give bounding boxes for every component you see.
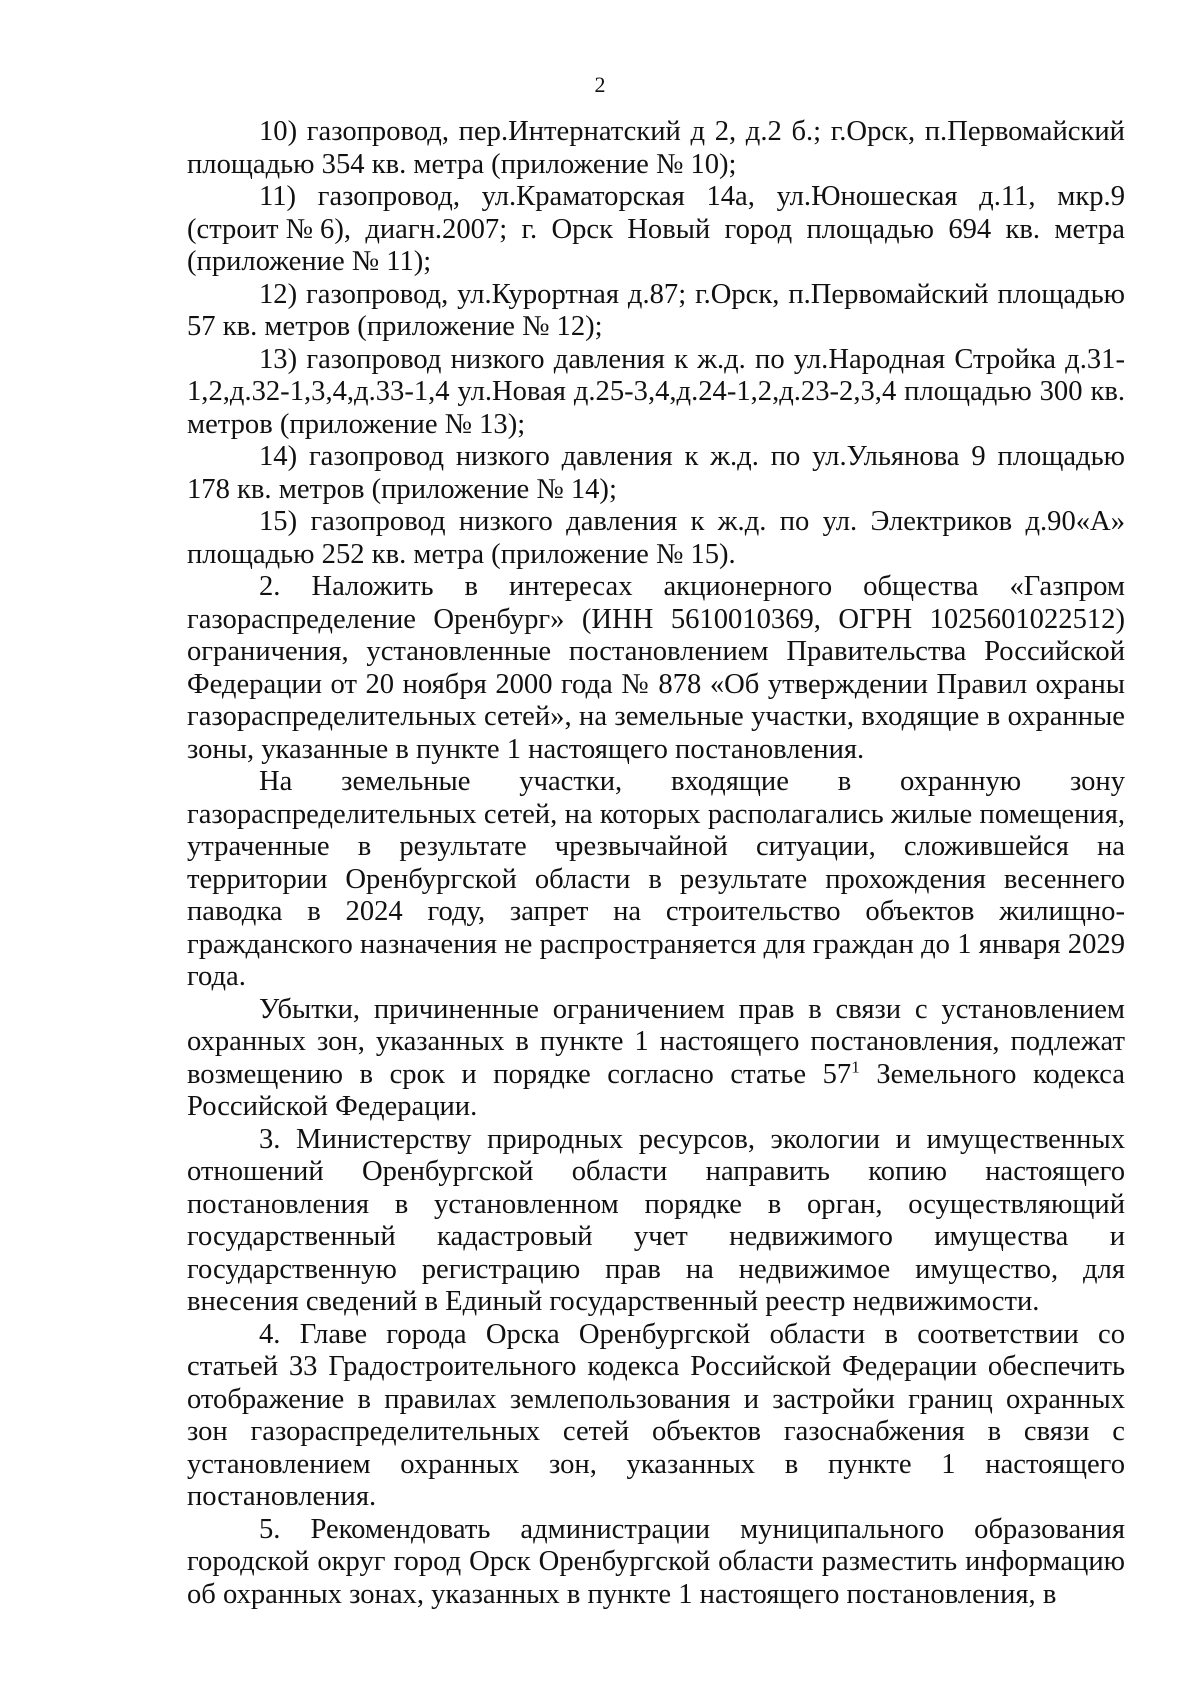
clause-5-paragraph: 5. Рекомендовать администрации муниципального образования городской округ город Орск Оренбургской области разместить информацию об охранных зонах, указанных в пункте 1 настоящего постановления, в bbox=[187, 1513, 1125, 1610]
damages-text-end: Земельного кодекса Российской Федерации. bbox=[187, 1058, 1126, 1122]
list-item-14: 14) газопровод низкого давления к ж.д. по ул.Ульянова 9 площадью 178 кв. метров (приложение № 14); bbox=[187, 441, 1125, 505]
list-item-13: 13) газопровод низкого давления к ж.д. по ул.Народная Стройка д.31-1,2,д.32-1,3,4,д.33-1,4 ул.Новая д.25-3,4,д.24-1,2,д.23-2,3,4 площадью 300 кв. метров (приложение № 13); bbox=[187, 343, 1125, 440]
damages-text: Убытки, причиненные ограничением прав в связи с установлением охранных зон, указанных в пункте 1 настоящего постановления, подлежат возмещению в срок и порядке согласно статье 57 bbox=[187, 993, 1125, 1090]
flood-exception-paragraph: На земельные участки, входящие в охранную зону газораспределительных сетей, на которых располагались жилые помещения, утраченные в результате чрезвычайной ситуации, сложившейся на территории Оренбургской области в результате прохождения весеннего паводка в 2024 году, запрет на строительство объектов жилищно-гражданского назначения не распространяется для граждан до 1 января 2029 года. bbox=[187, 766, 1125, 992]
list-item-11: 11) газопровод, ул.Краматорская 14а, ул.Юношеская д.11, мкр.9 (строит№6), диагн.2007; г. Орск Новый город площадью 694 кв. метра (приложение № 11); bbox=[187, 181, 1125, 277]
list-item-10: 10) газопровод, пер.Интернатский д 2, д.2 б.; г.Орск, п.Первомайский площадью 354 кв. метра (приложение № 10); bbox=[187, 116, 1125, 180]
list-item-15: 15) газопровод низкого давления к ж.д. по ул. Электриков д.90«А» площадью 252 кв. метра (приложение № 15). bbox=[187, 506, 1125, 570]
clause-3-paragraph: 3. Министерству природных ресурсов, экологии и имущественных отношений Оренбургской области направить копию настоящего постановления в установленном порядке в орган, осуществляющий государственный кадастровый учет недвижимого имущества и государственную регистрацию прав на недвижимое имущество, для внесения сведений в Единый государственный реестр недвижимости. bbox=[187, 1123, 1125, 1317]
clause-2-paragraph: 2. Наложить в интересах акционерного общества «Газпром газораспределение Оренбург» (ИНН 5610010369, ОГРН 1025601022512) ограничения, установленные постановлением Правительства Российской Федерации от 20 ноября 2000 года № 878 «Об утверждении Правил охраны газораспределительных сетей», на земельные участки, входящие в охранные зоны, указанные в пункте 1 настоящего постановления. bbox=[187, 571, 1125, 765]
damages-paragraph bbox=[187, 994, 1125, 1124]
page-number: 2 bbox=[594, 72, 606, 97]
document-body bbox=[187, 116, 1125, 1611]
clause-4-paragraph: 4. Главе города Орска Оренбургской области в соответствии со статьей 33 Градостроительного кодекса Российской Федерации обеспечить отображение в правилах землепользования и застройки границ охранных зон газораспределительных сетей объектов газоснабжения в связи с установлением охранных зон, указанных в пункте 1 настоящего постановления. bbox=[187, 1318, 1125, 1512]
article-superscript: 1 bbox=[851, 1056, 860, 1076]
list-item-12: 12) газопровод, ул.Курортная д.87; г.Орск, п.Первомайский площадью 57 кв. метров (приложение № 12); bbox=[187, 278, 1125, 342]
